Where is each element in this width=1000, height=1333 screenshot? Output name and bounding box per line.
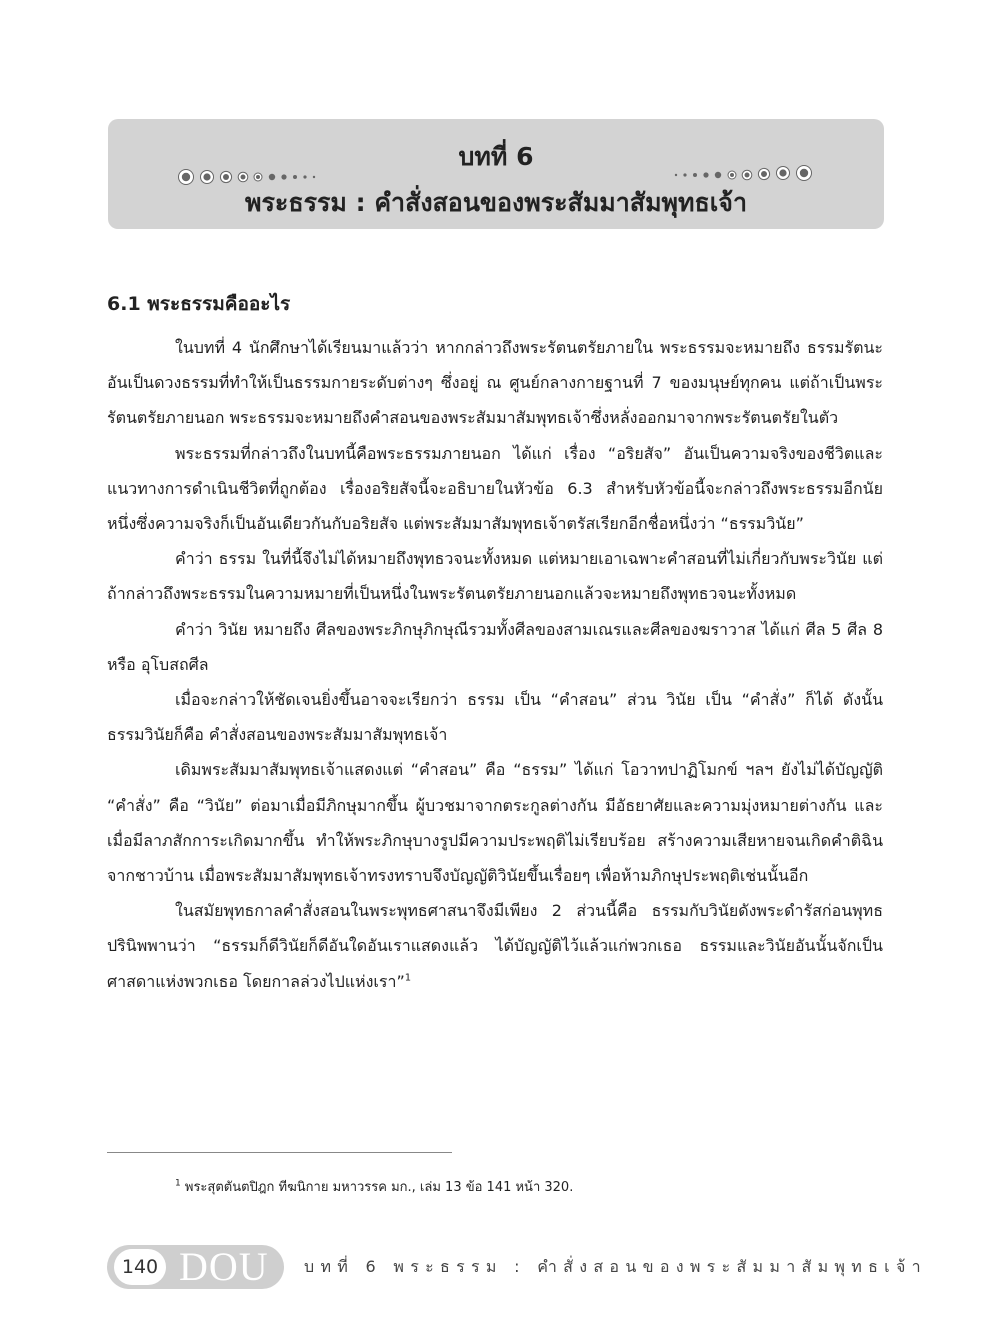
paragraph-text: ในสมัยพุทธกาลคำสั่งสอนในพระพุทธศาสนาจึงมีเพียง 2 ส่วนนี้คือ ธรรมกับวินัยดังพระดำรัสก่อนพุทธปรินิพพานว่า “ธรรมก็ดีวินัยก็ดีอันใดอันเราแสดงแล้ว ได้บัญญัติไว้แล้วแก่พวกเธอ ธรรมและวินัยอันนั้นจักเป็นศาสดาแห่งพวกเธอ โดยกาลล่วงไปแห่งเรา” <box>107 901 883 991</box>
footnote-marker: 1 <box>175 1178 181 1189</box>
running-header: บทที่ 6 พระธรรม : คำสั่งสอนของพระสัมมาสัมพุทธเจ้า <box>304 1257 927 1276</box>
footnote-reference[interactable]: 1 <box>404 972 412 984</box>
paragraph: ในบทที่ 4 นักศึกษาได้เรียนมาแล้วว่า หากกล่าวถึงพระรัตนตรัยภายใน พระธรรมจะหมายถึง ธรรมรัตนะ อันเป็นดวงธรรมที่ทำให้เป็นธรรมกายระดับต่างๆ ซึ่งอยู่ ณ ศูนย์กลางกายฐานที่ 7 ของมนุษย์ทุกคน แต่ถ้าเป็นพระรัตนตรัยภายนอก พระธรรมจะหมายถึงคำสอนของพระสัมมาสัมพุทธเจ้าซึ่งหลั่งออกมาจากพระรัตนตรัยในตัว <box>107 338 883 428</box>
footnote-text: พระสุตตันตปิฎก ทีฆนิกาย มหาวรรค มก., เล่ม 13 ข้อ 141 หน้า 320. <box>184 1180 574 1195</box>
paragraph: เดิมพระสัมมาสัมพุทธเจ้าแสดงแต่ “คำสอน” คือ “ธรรม” ได้แก่ โอวาทปาฏิโมกข์ ฯลฯ ยังไม่ได้บัญญัติ “คำสั่ง” คือ “วินัย” ต่อมาเมื่อมีภิกษุมากขึ้น ผู้บวชมาจากตระกูลต่างกัน มีอัธยาศัยและความมุ่งหมายต่างกัน และเมื่อมีลาภสักการะเกิดมากขึ้น ทำให้พระภิกษุบางรูปมีความประพฤติไม่เรียบร้อย สร้างความเสียหายจนเกิดคำติฉินจากชาวบ้าน เมื่อพระสัมมาสัมพุทธเจ้าทรงทราบจึงบัญญัติวินัยขึ้นเรื่อยๆ เพื่อห้ามภิกษุประพฤติเช่นนั้นอีก <box>107 760 883 886</box>
brand-logo-text: DOU <box>179 1244 269 1289</box>
paragraph: คำว่า ธรรม ในที่นี้จึงไม่ได้หมายถึงพุทธวจนะทั้งหมด แต่หมายเอาเฉพาะคำสอนที่ไม่เกี่ยวกับพระวินัย แต่ถ้ากล่าวถึงพระธรรมในความหมายที่เป็นหนึ่งในพระรัตนตรัยภายนอกแล้วจะหมายถึงพุทธวจนะทั้งหมด <box>107 549 883 604</box>
paragraph: เมื่อจะกล่าวให้ชัดเจนยิ่งขึ้นอาจจะเรียกว่า ธรรม เป็น “คำสอน” ส่วน วินัย เป็น “คำสั่ง” ก็ได้ ดังนั้น ธรรมวินัยก็คือ คำสั่งสอนของพระสัมมาสัมพุทธเจ้า <box>107 690 883 745</box>
footnote-divider <box>107 1152 452 1153</box>
footer-badge <box>107 1245 284 1289</box>
chapter-title: พระธรรม : คำสั่งสอนของพระสัมมาสัมพุทธเจ้า <box>244 188 747 217</box>
paragraph <box>107 893 883 999</box>
chapter-number: บทที่ 6 <box>458 142 534 171</box>
page-number: 140 <box>114 1249 166 1285</box>
body-text <box>107 330 883 999</box>
footnote <box>175 1176 573 1197</box>
chapter-banner <box>108 119 884 229</box>
paragraph: พระธรรมที่กล่าวถึงในบทนี้คือพระธรรมภายนอก ได้แก่ เรื่อง “อริยสัจ” อันเป็นความจริงของชีวิตและแนวทางการดำเนินชีวิตที่ถูกต้อง เรื่องอริยสัจนี้จะอธิบายในหัวข้อ 6.3 สำหรับหัวข้อนี้จะกล่าวถึงพระธรรมอีกนัยหนึ่งซึ่งความจริงก็เป็นอันเดียวกันกับอริยสัจ แต่พระสัมมาสัมพุทธเจ้าตรัสเรียกอีกชื่อหนึ่งว่า “ธรรมวินัย” <box>107 443 883 534</box>
section-heading: 6.1 พระธรรมคืออะไร <box>107 293 291 315</box>
paragraph: คำว่า วินัย หมายถึง ศีลของพระภิกษุภิกษุณีรวมทั้งศีลของสามเณรและศีลของฆราวาส ได้แก่ ศีล 5 ศีล 8 หรือ อุโบสถศีล <box>107 619 883 674</box>
